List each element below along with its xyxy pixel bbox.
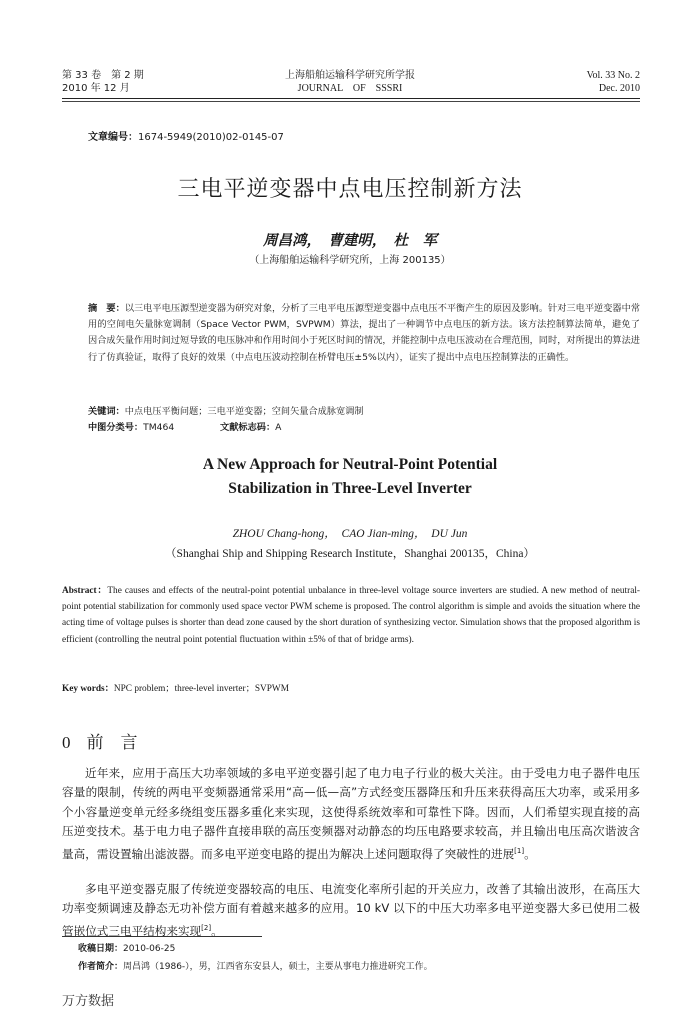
doc-code-label: 文献标志码： [220, 422, 276, 433]
paragraph-2-text: 多电平逆变器克服了传统逆变器较高的电压、电流变化率所引起的开关应力，改善了其输出波形，在高压大功率变频调速及静态无功补偿方面有着越来越多的应用。10 kV 以下的中压大功率多电平逆变器大多已使用二极管嵌位式三电平结构来实现 [62, 882, 640, 938]
keywords-cn-text: 中点电压平衡问题；三电平逆变器；空间矢量合成脉宽调制 [124, 406, 364, 417]
abstract-en-text: The causes and effects of the neutral-point potential unbalance in three-level voltage source inverters are studied. A new method of neutral-point potential stabilization for commonly used space vector PWM scheme is proposed. The control algorithm is simple and avoids the situation where the acting time of voltage pulses is shorter than dead zone caused by the short duration of synthesizing vector. Simulation shows that the proposed algorithm is efficient (controlling the neutral point potential fluctuation within ±5% of that of bridge arms). [62, 586, 640, 645]
header-rule [62, 98, 640, 99]
author-bio-label: 作者简介： [78, 962, 124, 972]
article-number [88, 128, 284, 143]
abstract-en [62, 583, 640, 648]
journal-name-cn: 上海船舶运输科学研究所学报 [285, 70, 415, 81]
authors-en: ZHOU Chang-hong， CAO Jian-ming， DU Jun [232, 528, 468, 540]
paragraph-1 [62, 764, 640, 864]
clc-value: TM464 [143, 422, 175, 433]
author-bio-text: 周昌鸿（1986-），男，江西省东安县人，硕士，主要从事电力推进研究工作。 [123, 962, 433, 972]
watermark: 万方数据 [62, 994, 115, 1009]
author-bio [78, 960, 433, 974]
paragraph-2 [62, 880, 640, 941]
header-rule-thin [62, 101, 640, 102]
date-en: Dec. 2010 [598, 83, 640, 94]
keywords-en-label: Key words： [62, 684, 114, 694]
paragraph-1-text: 近年来，应用于高压大功率领域的多电平逆变器引起了电力电子行业的极大关注。由于受电力电子器件电压容量的限制，传统的两电平变频器通常采用“高—低—高”方式经变压器降压和升压来获得高压大功率，或采用多个小容量逆变单元经多绕组变压器多重化来实现，这使得系统效率和可靠性下降。因而，人们希望实现直接的高压逆变技术。基于电力电子器件直接串联的高压变频器对动静态的均压电路要求较高，并且输出电压高次谐波含量高，需设置输出滤波器。而多电平逆变电路的提出为解决上述问题取得了突破性的进展 [62, 766, 640, 861]
volume-en: Vol. 33 No. 2 [586, 70, 640, 81]
authors-cn: 周昌鸿， 曹建明， 杜 军 [263, 232, 437, 249]
abstract-cn-label: 摘 要： [88, 303, 125, 314]
affiliation-en: （Shanghai Ship and Shipping Research Institute，Shanghai 200135，China） [165, 548, 535, 560]
citation-1: [1] [514, 846, 525, 855]
affiliation-cn: （上海船舶运输科学研究所，上海 200135） [249, 255, 451, 266]
citation-2: [2] [201, 923, 212, 932]
footnote-rule [62, 936, 262, 937]
section-heading [62, 728, 138, 753]
clc-label: 中图分类号： [88, 422, 144, 433]
doc-code-value: A [275, 422, 282, 433]
classification-cn [88, 419, 281, 433]
section-title: 前 言 [86, 733, 138, 753]
keywords-en [62, 680, 289, 694]
title-en-line2: Stabilization in Three-Level Inverter [228, 480, 472, 497]
journal-name-en: JOURNAL OF SSSRI [297, 83, 403, 94]
received-label: 收稿日期： [78, 944, 124, 954]
volume-issue: 第 33 卷 第 2 期 [62, 70, 144, 81]
article-number-value: 1674-5949(2010)02-0145-07 [138, 132, 284, 143]
keywords-en-text: NPC problem；three-level inverter；SVPWM [113, 684, 289, 694]
issue-date: 2010 年 12 月 [62, 83, 130, 94]
abstract-en-label: Abstract： [62, 586, 108, 596]
paragraph-1-end: 。 [524, 846, 536, 861]
received-date [78, 942, 175, 956]
keywords-cn [88, 403, 364, 417]
abstract-cn [88, 301, 640, 366]
section-number: 0 [62, 733, 71, 752]
title-cn: 三电平逆变器中点电压控制新方法 [177, 177, 523, 202]
abstract-cn-text: 以三电平电压源型逆变器为研究对象，分析了三电平电压源型逆变器中点电压不平衡产生的原因及影响。针对三电平逆变器中常用的空间电矢量脉宽调制（Space Vector PWM，SVPWM）算法，提出了一种调节中点电压的新方法。该方法控制算法简单，避免了因合成矢量作用时间过短导致的电压脉冲和作用时间小于死区时间的情况，并能控制中点电压波动在合理范围，同时，对所提出的算法进行了仿真验证，取得了良好的效果（中点电压波动控制在桥臂电压±5%以内），证实了提出中点电压控制算法的正确性。 [88, 303, 641, 363]
paragraph-2-end: 。 [211, 923, 223, 938]
article-number-label: 文章编号： [88, 132, 138, 143]
received-value: 2010-06-25 [123, 944, 176, 954]
title-en-line1: A New Approach for Neutral-Point Potential [202, 456, 498, 473]
keywords-cn-label: 关键词： [88, 406, 125, 417]
